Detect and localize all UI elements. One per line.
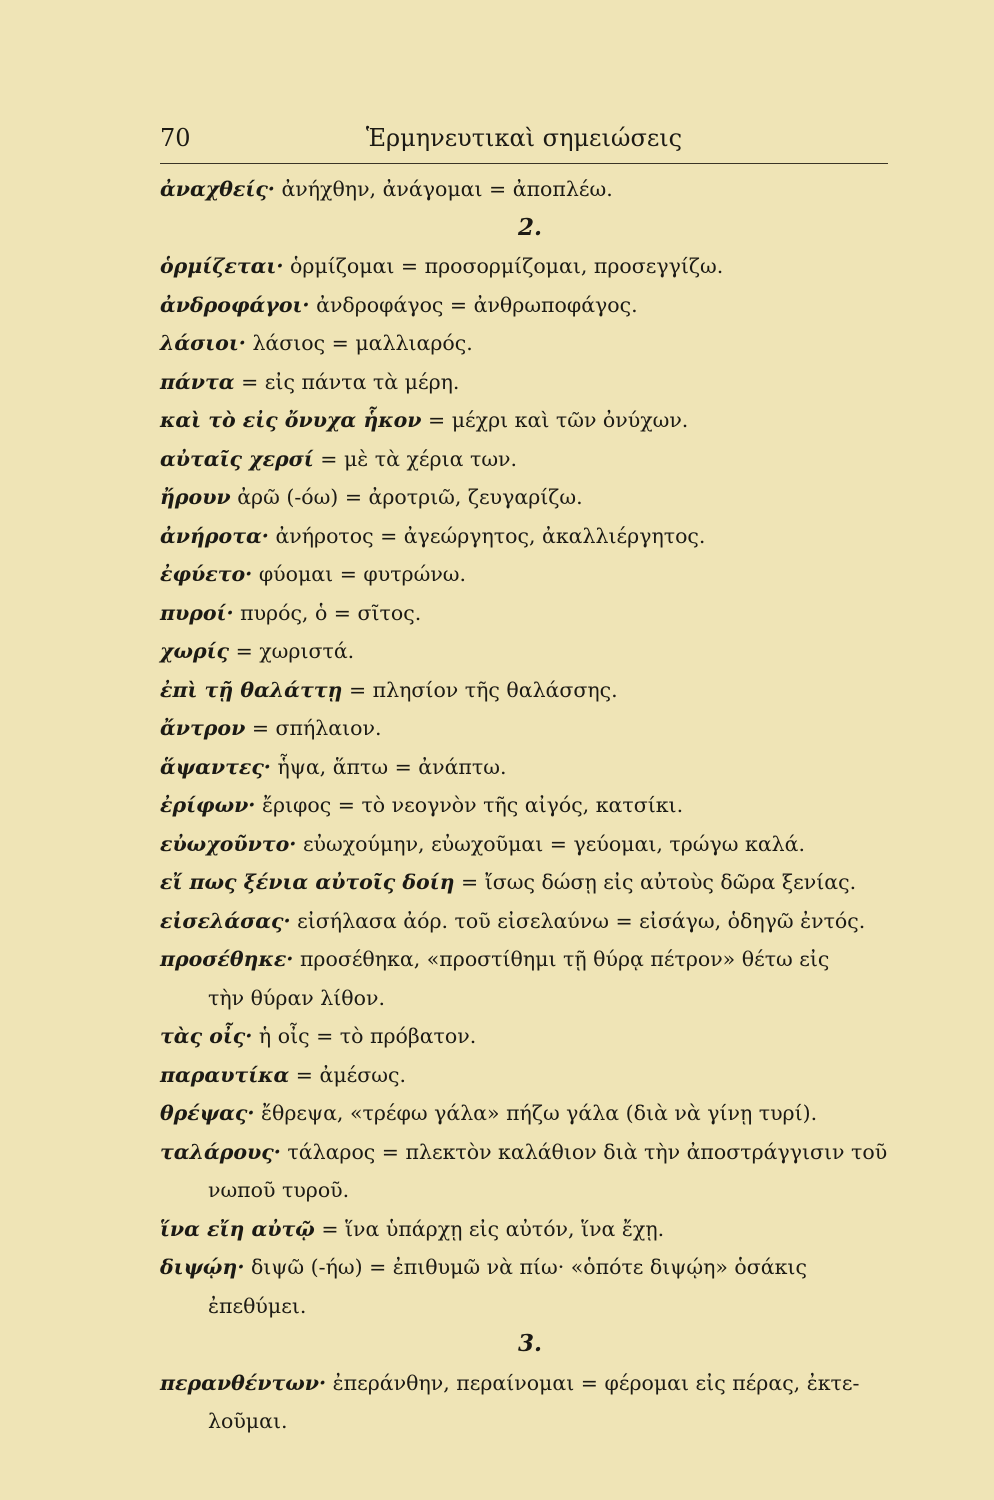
glossary-entry — [160, 786, 900, 825]
gloss: = ἵνα ὑπάρχῃ εἰς αὐτόν, ἵνα ἔχῃ. — [314, 1216, 665, 1241]
gloss: φύομαι = φυτρώνω. — [252, 562, 467, 586]
gloss-continuation: τὴν θύραν λίθον. — [208, 985, 385, 1010]
glossary-entry — [160, 517, 900, 556]
gloss: εἰσήλασα ἀόρ. τοῦ εἰσελαύνω = εἰσάγω, ὁδηγῶ ἐντός. — [290, 908, 866, 933]
lemma: πάντα — [160, 369, 235, 394]
gloss: εὐωχούμην, εὐωχοῦμαι = γεύομαι, τρώγω καλά. — [296, 831, 806, 856]
glossary-entry — [160, 1017, 900, 1056]
gloss: = ἴσως δώσῃ εἰς αὐτοὺς δῶρα ξενίας. — [454, 870, 857, 894]
section-number: 2. — [517, 213, 542, 241]
glossary-entry — [160, 863, 900, 902]
lemma: ἀνήροτα· — [160, 523, 269, 548]
gloss-continuation: νωποῦ τυροῦ. — [208, 1178, 350, 1202]
gloss: ἀνήχθην, ἀνάγομαι = ἀποπλέω. — [274, 177, 613, 201]
glossary-entry — [160, 709, 900, 748]
lemma: παραυτίκα — [160, 1062, 290, 1087]
section-number: 3. — [517, 1330, 542, 1357]
lemma: διψῴη· — [160, 1255, 245, 1279]
gloss: ὁρμίζομαι = προσορμίζομαι, προσεγγίζω. — [283, 254, 724, 278]
lemma: εἰσελάσας· — [160, 908, 291, 933]
header-rule — [160, 163, 888, 164]
glossary-entry — [160, 286, 900, 325]
glossary-entry — [160, 1056, 900, 1095]
gloss: ἀρῶ (-όω) = ἀροτριῶ, ζευγαρίζω. — [230, 485, 583, 509]
glossary-entry — [160, 170, 900, 209]
lemma: περανθέντων· — [160, 1370, 327, 1395]
lemma: εἴ πως ξένια αὐτοῖς δοίη — [160, 870, 455, 894]
gloss: ἐπεράνθην, περαίνομαι = φέρομαι εἰς πέρας, ἐκτε- — [326, 1370, 860, 1395]
glossary-entry — [160, 825, 900, 864]
lemma: ἀνδροφάγοι· — [160, 292, 310, 317]
glossary-entry — [160, 902, 900, 941]
glossary-entry — [160, 1364, 900, 1403]
lemma: ἀναχθείς· — [160, 177, 275, 201]
gloss-continuation: ἐπεθύμει. — [208, 1293, 307, 1318]
glossary-entry — [160, 440, 900, 479]
glossary-body — [160, 170, 900, 1441]
gloss: ἡ οἶς = τὸ πρόβατον. — [252, 1024, 477, 1048]
lemma: ταλάρους· — [160, 1139, 281, 1164]
gloss: τάλαρος = πλεκτὸν καλάθιον διὰ τὴν ἀποστράγγισιν τοῦ — [280, 1139, 888, 1164]
glossary-entry — [160, 671, 900, 710]
glossary-entry — [160, 1094, 900, 1133]
lemma: καὶ τὸ εἰς ὄνυχα ἧκον — [160, 408, 422, 432]
gloss: ἀνήροτος = ἀγεώργητος, ἀκαλλιέργητος. — [268, 523, 706, 548]
gloss: = πλησίον τῆς θαλάσσης. — [342, 677, 618, 702]
gloss: = ἀμέσως. — [289, 1062, 406, 1087]
lemma: προσέθηκε· — [160, 947, 294, 971]
gloss: λάσιος = μαλλιαρός. — [245, 331, 473, 355]
glossary-entry — [160, 247, 900, 286]
lemma: ἐπὶ τῇ θαλάττῃ — [160, 677, 343, 702]
lemma: πυροί· — [160, 600, 234, 625]
gloss: = χωριστά. — [229, 639, 355, 663]
glossary-entry — [160, 363, 900, 402]
glossary-entry — [160, 632, 900, 671]
glossary-entry — [160, 1133, 900, 1172]
gloss: πυρός, ὁ = σῖτος. — [233, 600, 422, 625]
lemma: ἅψαντες· — [160, 754, 271, 779]
page-header — [160, 124, 888, 164]
gloss: ἔριφος = τὸ νεογνὸν τῆς αἰγός, κατσίκι. — [255, 793, 684, 817]
glossary-entry — [160, 555, 900, 594]
lemma: εὐωχοῦντο· — [160, 831, 297, 856]
lemma: ἐρίφων· — [160, 793, 256, 817]
glossary-entry — [160, 1210, 900, 1249]
glossary-entry — [160, 940, 900, 979]
gloss: διψῶ (-ήω) = ἐπιθυμῶ νὰ πίω· «ὁπότε διψῴη» ὁσάκις — [244, 1255, 807, 1279]
glossary-entry — [160, 1248, 900, 1287]
gloss: = μέχρι καὶ τῶν ὀνύχων. — [421, 408, 689, 432]
running-title: Ἑρμηνευτικαὶ σημειώσεις — [365, 124, 683, 152]
lemma: θρέψας· — [160, 1101, 255, 1125]
gloss-continuation: λοῦμαι. — [208, 1409, 288, 1433]
glossary-entry — [160, 401, 900, 440]
gloss: ἧψα, ἅπτω = ἀνάπτω. — [270, 754, 507, 779]
gloss: = εἰς πάντα τὰ μέρη. — [234, 369, 460, 394]
page-number: 70 — [160, 124, 191, 152]
glossary-entry — [160, 324, 900, 363]
glossary-entry — [160, 748, 900, 787]
lemma: λάσιοι· — [160, 331, 246, 355]
gloss: = μὲ τὰ χέρια των. — [313, 446, 518, 471]
lemma: αὐταῖς χερσί — [160, 446, 314, 471]
glossary-entry — [160, 594, 900, 633]
glossary-entry — [160, 478, 900, 517]
gloss: ἀνδροφάγος = ἀνθρωποφάγος. — [309, 292, 638, 317]
lemma: χωρίς — [160, 639, 230, 663]
lemma: ἄντρον — [160, 716, 246, 740]
lemma: τὰς οἶς· — [160, 1024, 253, 1048]
lemma: ὁρμίζεται· — [160, 254, 284, 278]
gloss: ἔθρεψα, «τρέφω γάλα» πήζω γάλα (διὰ νὰ γίνῃ τυρί). — [254, 1101, 818, 1125]
lemma: ἵνα εἴη αὐτῷ — [160, 1216, 315, 1241]
gloss: = σπήλαιον. — [245, 716, 382, 740]
lemma: ἐφύετο· — [160, 562, 253, 586]
lemma: ἤρουν — [160, 485, 231, 509]
gloss: προσέθηκα, «προστίθημι τῇ θύρᾳ πέτρον» θέτω εἰς — [293, 947, 830, 971]
